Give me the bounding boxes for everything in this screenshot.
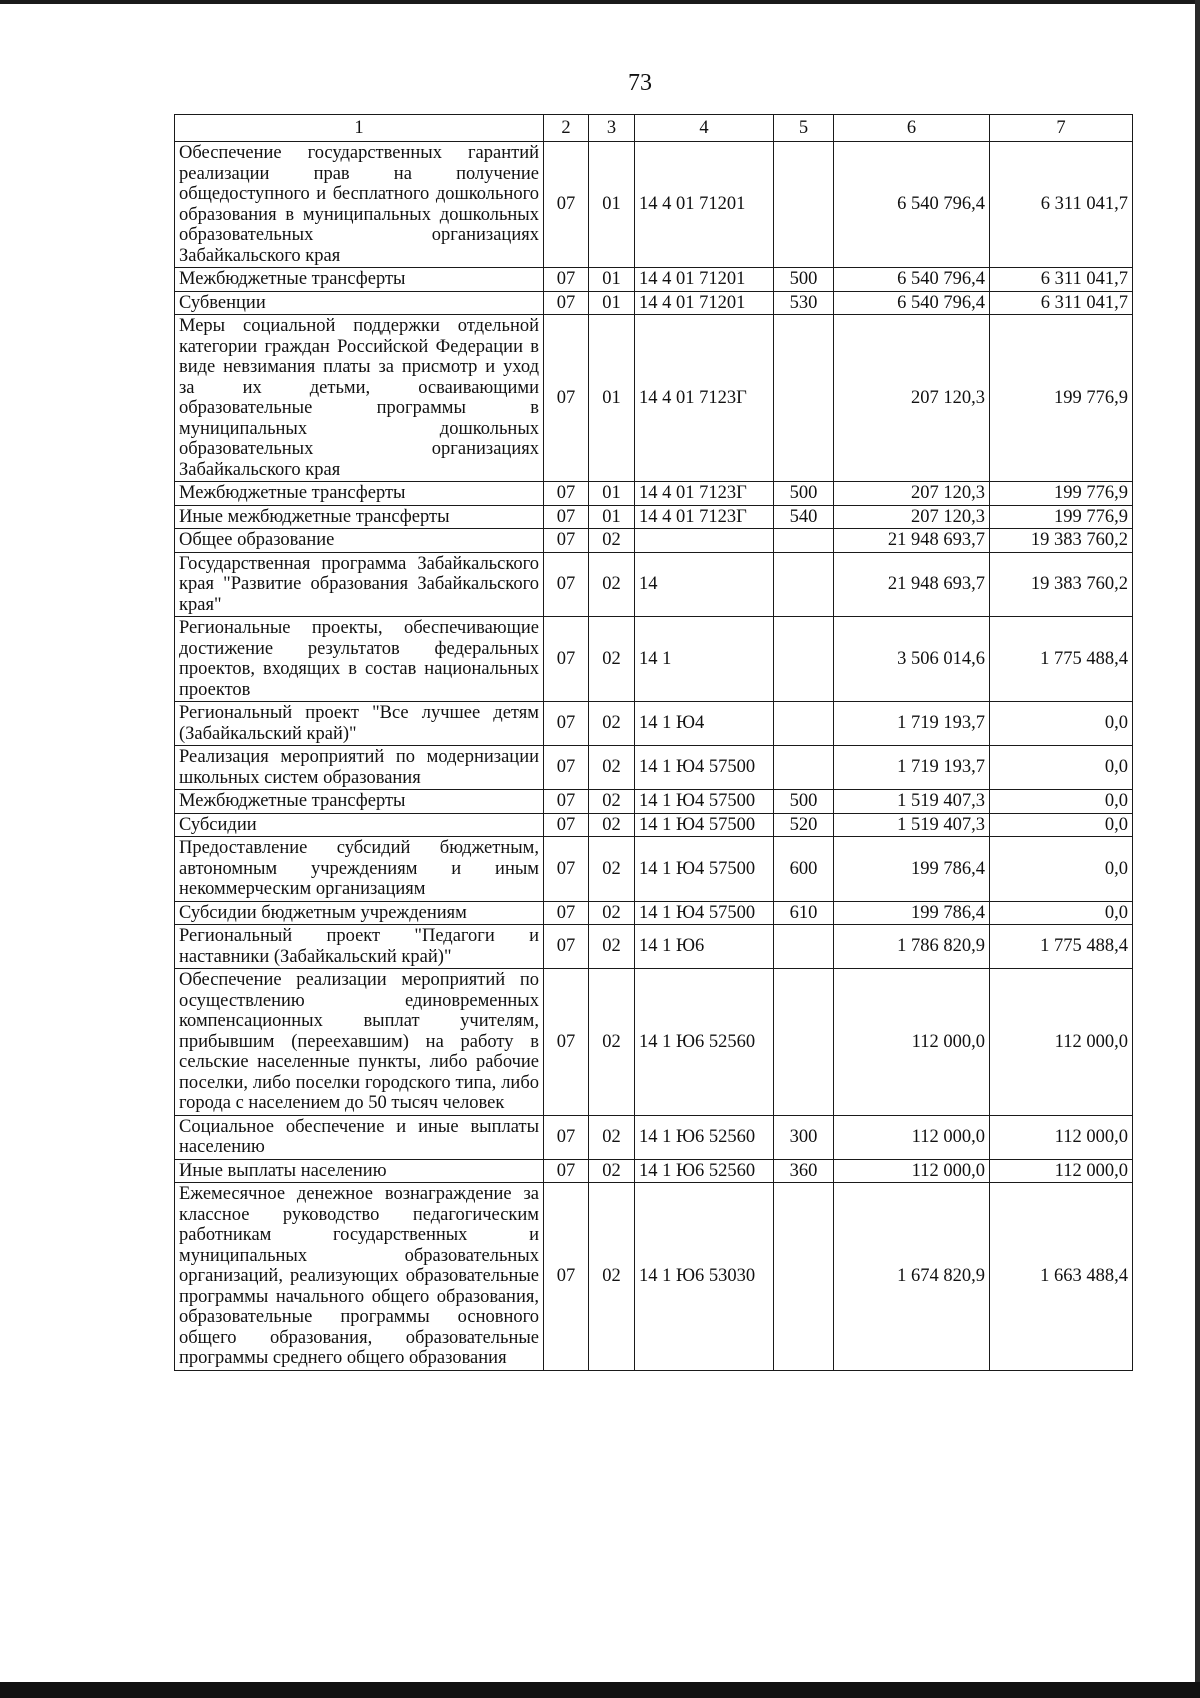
row-code-cell [635, 529, 774, 553]
scan-bottom-edge [0, 1682, 1200, 1698]
row-type-cell [774, 529, 834, 553]
row-value-col7-cell: 19 383 760,2 [990, 529, 1133, 553]
row-value-col7-cell: 6 311 041,7 [990, 291, 1133, 315]
row-value-col7-cell: 6 311 041,7 [990, 268, 1133, 292]
row-value-col7-cell: 6 311 041,7 [990, 142, 1133, 268]
row-value-col6-cell: 199 786,4 [834, 837, 990, 902]
header-cell-4: 4 [635, 115, 774, 142]
row-section-cell: 07 [544, 1183, 589, 1371]
row-code-cell: 14 4 01 7123Г [635, 482, 774, 506]
row-value-col6-cell: 21 948 693,7 [834, 529, 990, 553]
table-row [175, 702, 1133, 746]
row-code-cell: 14 1 Ю4 57500 [635, 901, 774, 925]
row-name-cell: Иные выплаты населению [175, 1159, 544, 1183]
row-type-cell [774, 552, 834, 617]
row-type-cell [774, 969, 834, 1116]
budget-table [174, 114, 1133, 1371]
row-value-col6-cell: 6 540 796,4 [834, 268, 990, 292]
table-row [175, 315, 1133, 482]
row-section-cell: 07 [544, 315, 589, 482]
row-section-cell: 07 [544, 1159, 589, 1183]
row-type-cell: 600 [774, 837, 834, 902]
row-name-cell: Межбюджетные трансферты [175, 268, 544, 292]
row-code-cell: 14 1 Ю4 [635, 702, 774, 746]
row-subsection-cell: 02 [589, 969, 635, 1116]
row-value-col7-cell: 1 775 488,4 [990, 925, 1133, 969]
row-name-cell: Субсидии [175, 813, 544, 837]
row-value-col6-cell: 207 120,3 [834, 505, 990, 529]
row-value-col7-cell: 0,0 [990, 790, 1133, 814]
row-code-cell: 14 4 01 71201 [635, 291, 774, 315]
row-value-col7-cell: 199 776,9 [990, 482, 1133, 506]
row-section-cell: 07 [544, 291, 589, 315]
row-section-cell: 07 [544, 702, 589, 746]
row-value-col7-cell: 0,0 [990, 837, 1133, 902]
row-name-cell: Государственная программа Забайкальского края "Развитие образования Забайкальского края" [175, 552, 544, 617]
table-row [175, 790, 1133, 814]
row-name-cell: Обеспечение государственных гарантий реализации прав на получение общедоступного и бесплатного дошкольного образования в муниципальных дошкольных образовательных организациях Забайкальского края [175, 142, 544, 268]
row-subsection-cell: 02 [589, 837, 635, 902]
row-type-cell: 530 [774, 291, 834, 315]
header-cell-7: 7 [990, 115, 1133, 142]
row-value-col6-cell: 6 540 796,4 [834, 142, 990, 268]
table-row [175, 1115, 1133, 1159]
row-value-col6-cell: 1 519 407,3 [834, 813, 990, 837]
row-subsection-cell: 02 [589, 529, 635, 553]
header-cell-2: 2 [544, 115, 589, 142]
row-value-col6-cell: 1 674 820,9 [834, 1183, 990, 1371]
table-body [175, 115, 1133, 1371]
row-type-cell: 520 [774, 813, 834, 837]
row-section-cell: 07 [544, 813, 589, 837]
row-section-cell: 07 [544, 268, 589, 292]
row-code-cell: 14 1 Ю4 57500 [635, 746, 774, 790]
row-code-cell: 14 1 Ю6 52560 [635, 969, 774, 1116]
header-cell-5: 5 [774, 115, 834, 142]
table-row [175, 969, 1133, 1116]
row-name-cell: Региональный проект "Все лучшее детям (Забайкальский край)" [175, 702, 544, 746]
row-subsection-cell: 02 [589, 552, 635, 617]
row-value-col7-cell: 199 776,9 [990, 505, 1133, 529]
row-section-cell: 07 [544, 746, 589, 790]
row-name-cell: Общее образование [175, 529, 544, 553]
row-section-cell: 07 [544, 1115, 589, 1159]
row-value-col6-cell: 1 719 193,7 [834, 702, 990, 746]
row-subsection-cell: 02 [589, 1183, 635, 1371]
row-subsection-cell: 02 [589, 1115, 635, 1159]
table-row [175, 1159, 1133, 1183]
row-value-col7-cell: 112 000,0 [990, 969, 1133, 1116]
row-value-col6-cell: 1 719 193,7 [834, 746, 990, 790]
row-value-col7-cell: 0,0 [990, 702, 1133, 746]
row-value-col7-cell: 112 000,0 [990, 1159, 1133, 1183]
row-type-cell: 500 [774, 790, 834, 814]
row-code-cell: 14 4 01 7123Г [635, 315, 774, 482]
row-section-cell: 07 [544, 505, 589, 529]
row-name-cell: Региональный проект "Педагоги и наставники (Забайкальский край)" [175, 925, 544, 969]
row-subsection-cell: 02 [589, 901, 635, 925]
row-type-cell [774, 142, 834, 268]
row-section-cell: 07 [544, 969, 589, 1116]
row-type-cell [774, 925, 834, 969]
row-value-col7-cell: 1 663 488,4 [990, 1183, 1133, 1371]
scan-top-edge [0, 0, 1200, 4]
table-row [175, 813, 1133, 837]
row-code-cell: 14 1 Ю4 57500 [635, 813, 774, 837]
row-type-cell [774, 315, 834, 482]
row-name-cell: Обеспечение реализации мероприятий по осуществлению единовременных компенсационных выплат учителям, прибывшим (переехавшим) на работу в сельские населенные пункты, либо рабочие поселки, либо поселки городского типа, либо города с населением до 50 тысяч человек [175, 969, 544, 1116]
row-section-cell: 07 [544, 901, 589, 925]
row-type-cell: 300 [774, 1115, 834, 1159]
row-value-col7-cell: 0,0 [990, 813, 1133, 837]
row-subsection-cell: 02 [589, 617, 635, 702]
row-value-col6-cell: 1 519 407,3 [834, 790, 990, 814]
row-code-cell: 14 1 Ю6 [635, 925, 774, 969]
table-row [175, 925, 1133, 969]
row-code-cell: 14 [635, 552, 774, 617]
row-type-cell: 500 [774, 268, 834, 292]
row-type-cell [774, 617, 834, 702]
row-section-cell: 07 [544, 925, 589, 969]
row-subsection-cell: 01 [589, 505, 635, 529]
row-value-col6-cell: 112 000,0 [834, 969, 990, 1116]
table-row [175, 529, 1133, 553]
row-subsection-cell: 01 [589, 291, 635, 315]
table-row [175, 482, 1133, 506]
row-subsection-cell: 02 [589, 702, 635, 746]
row-subsection-cell: 01 [589, 142, 635, 268]
row-value-col6-cell: 112 000,0 [834, 1115, 990, 1159]
row-type-cell [774, 702, 834, 746]
row-subsection-cell: 01 [589, 268, 635, 292]
row-section-cell: 07 [544, 142, 589, 268]
row-type-cell [774, 746, 834, 790]
row-type-cell: 360 [774, 1159, 834, 1183]
row-subsection-cell: 02 [589, 746, 635, 790]
row-code-cell: 14 4 01 71201 [635, 268, 774, 292]
table-row [175, 837, 1133, 902]
row-value-col6-cell: 112 000,0 [834, 1159, 990, 1183]
row-section-cell: 07 [544, 529, 589, 553]
row-code-cell: 14 1 Ю6 52560 [635, 1159, 774, 1183]
row-code-cell: 14 1 Ю6 53030 [635, 1183, 774, 1371]
row-name-cell: Межбюджетные трансферты [175, 790, 544, 814]
row-code-cell: 14 4 01 7123Г [635, 505, 774, 529]
row-code-cell: 14 1 Ю6 52560 [635, 1115, 774, 1159]
row-name-cell: Межбюджетные трансферты [175, 482, 544, 506]
row-value-col6-cell: 199 786,4 [834, 901, 990, 925]
row-value-col7-cell: 1 775 488,4 [990, 617, 1133, 702]
row-value-col6-cell: 1 786 820,9 [834, 925, 990, 969]
row-section-cell: 07 [544, 552, 589, 617]
row-value-col7-cell: 0,0 [990, 746, 1133, 790]
table-row [175, 142, 1133, 268]
page-number: 73 [628, 70, 652, 96]
row-value-col7-cell: 19 383 760,2 [990, 552, 1133, 617]
row-code-cell: 14 1 Ю4 57500 [635, 837, 774, 902]
row-name-cell: Региональные проекты, обеспечивающие достижение результатов федеральных проектов, входящих в состав национальных проектов [175, 617, 544, 702]
row-name-cell: Субсидии бюджетным учреждениям [175, 901, 544, 925]
header-cell-1: 1 [175, 115, 544, 142]
row-subsection-cell: 01 [589, 315, 635, 482]
row-subsection-cell: 02 [589, 925, 635, 969]
row-name-cell: Предоставление субсидий бюджетным, автономным учреждениям и иным некоммерческим организациям [175, 837, 544, 902]
table-header-row [175, 115, 1133, 142]
row-section-cell: 07 [544, 790, 589, 814]
row-value-col6-cell: 207 120,3 [834, 482, 990, 506]
table-row [175, 901, 1133, 925]
row-name-cell: Меры социальной поддержки отдельной категории граждан Российской Федерации в виде невзимания платы за присмотр и уход за их детьми, осваивающими образовательные программы в муниципальных дошкольных образовательных организациях Забайкальского края [175, 315, 544, 482]
table-row [175, 617, 1133, 702]
table-row [175, 746, 1133, 790]
row-type-cell: 610 [774, 901, 834, 925]
table-row [175, 291, 1133, 315]
row-subsection-cell: 02 [589, 813, 635, 837]
table-row [175, 505, 1133, 529]
row-subsection-cell: 02 [589, 1159, 635, 1183]
row-value-col6-cell: 21 948 693,7 [834, 552, 990, 617]
row-code-cell: 14 4 01 71201 [635, 142, 774, 268]
row-name-cell: Социальное обеспечение и иные выплаты населению [175, 1115, 544, 1159]
table-row [175, 1183, 1133, 1371]
row-section-cell: 07 [544, 837, 589, 902]
row-section-cell: 07 [544, 482, 589, 506]
scan-right-edge [1195, 0, 1200, 1698]
row-value-col6-cell: 6 540 796,4 [834, 291, 990, 315]
row-type-cell: 540 [774, 505, 834, 529]
row-section-cell: 07 [544, 617, 589, 702]
row-code-cell: 14 1 Ю4 57500 [635, 790, 774, 814]
row-name-cell: Ежемесячное денежное вознаграждение за классное руководство педагогическим работникам государственных и муниципальных образовательных организаций, реализующих образовательные программы начального общего образования, образовательные программы основного общего образования, образовательные программы среднего общего образования [175, 1183, 544, 1371]
row-name-cell: Иные межбюджетные трансферты [175, 505, 544, 529]
row-value-col6-cell: 207 120,3 [834, 315, 990, 482]
table-row [175, 268, 1133, 292]
row-code-cell: 14 1 [635, 617, 774, 702]
row-name-cell: Реализация мероприятий по модернизации школьных систем образования [175, 746, 544, 790]
row-subsection-cell: 01 [589, 482, 635, 506]
header-cell-3: 3 [589, 115, 635, 142]
row-value-col7-cell: 112 000,0 [990, 1115, 1133, 1159]
row-value-col7-cell: 0,0 [990, 901, 1133, 925]
row-value-col6-cell: 3 506 014,6 [834, 617, 990, 702]
row-type-cell: 500 [774, 482, 834, 506]
table-row [175, 552, 1133, 617]
row-subsection-cell: 02 [589, 790, 635, 814]
row-value-col7-cell: 199 776,9 [990, 315, 1133, 482]
row-type-cell [774, 1183, 834, 1371]
row-name-cell: Субвенции [175, 291, 544, 315]
header-cell-6: 6 [834, 115, 990, 142]
